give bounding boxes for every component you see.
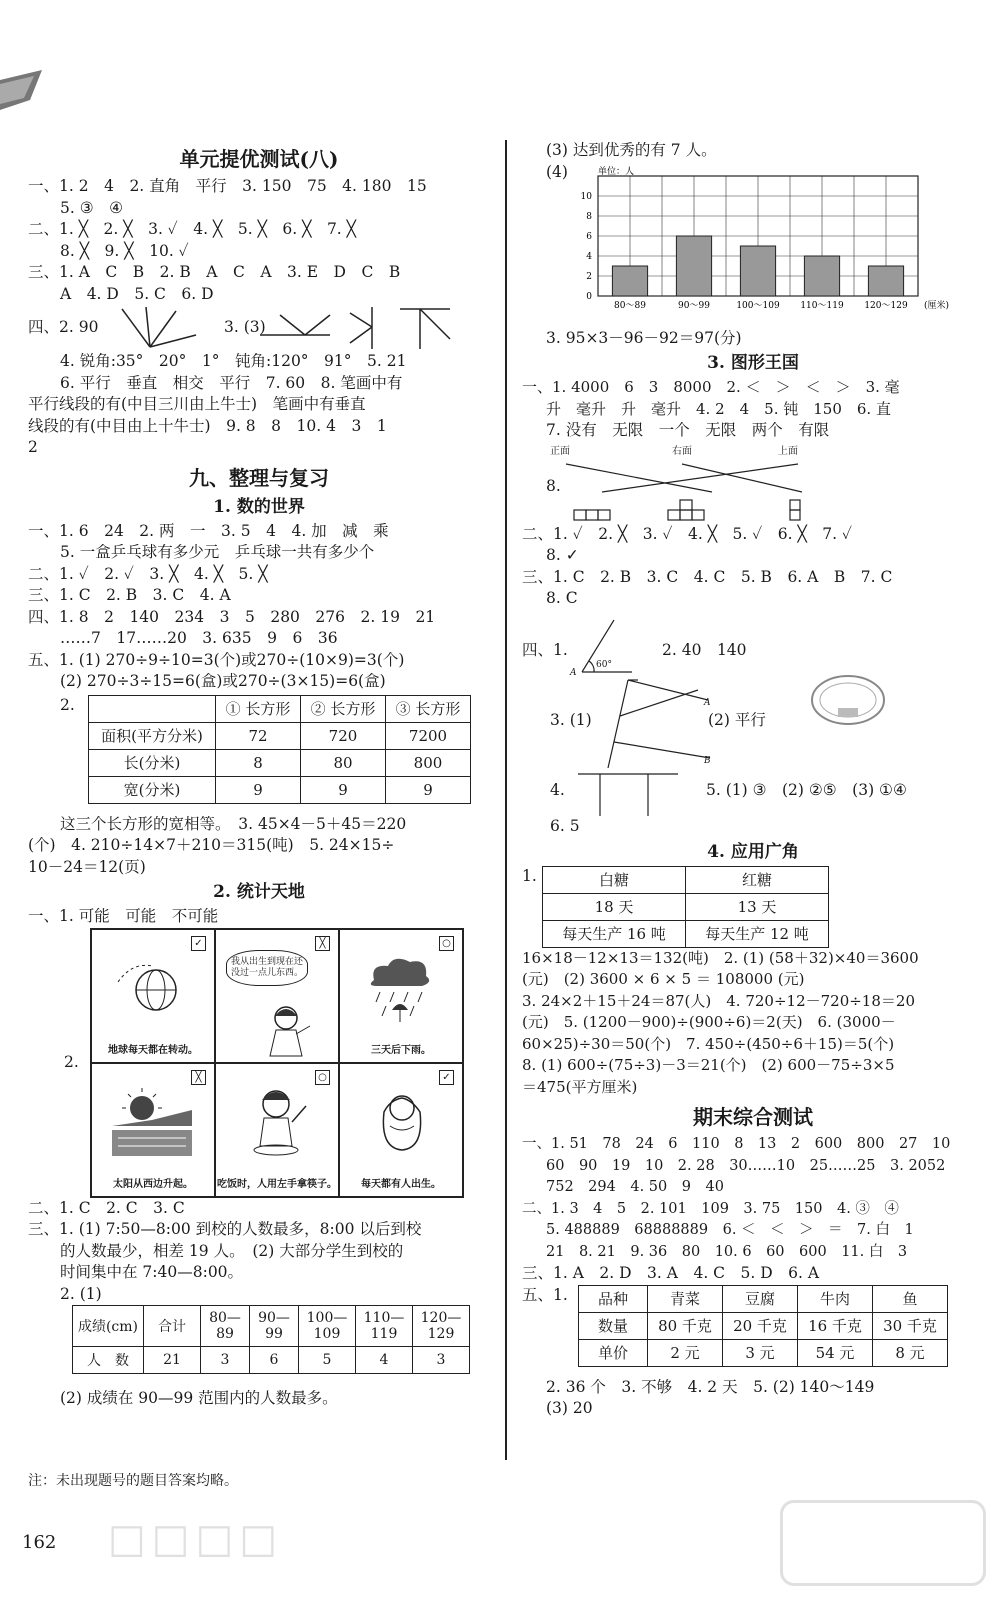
x-axis-label: (厘米) (924, 300, 950, 311)
stamp-seal (808, 672, 888, 728)
table-cell: 单价 (579, 1339, 648, 1366)
answer-line: 2. (1) (60, 1284, 102, 1303)
table-cell: 8 元 (873, 1339, 948, 1366)
answer-line: 5. (1) ③ (2) ②⑤ (3) ①④ (706, 780, 907, 799)
answer-line: 752 294 4. 50 9 40 (546, 1179, 724, 1195)
answer-line: 三、1. C 2. B 3. C 4. C 5. B 6. A B 7. C (522, 567, 893, 586)
girl-icon (258, 1004, 318, 1058)
answer-line: 三、1. A 2. D 3. A 4. C 5. D 6. A (522, 1264, 820, 1282)
footer-note: 注：未出现题号的题目答案均略。 (28, 1473, 238, 1489)
table-cell: 80 (301, 749, 386, 776)
unit8-title: 单元提优测试(八) (179, 147, 339, 171)
answer-line: 8. ✓ (546, 546, 579, 564)
x-tick-label: 120～129 (864, 300, 908, 311)
point-label: A (704, 697, 711, 708)
table-header: ② 长方形 (301, 695, 386, 722)
views-matching-figure (562, 456, 822, 524)
answer-line: 这三个长方形的宽相等。 3. 45×4－5＋45＝220 (60, 814, 407, 833)
y-tick-label: 4 (586, 251, 592, 262)
table-cell: 8 (216, 749, 301, 776)
table-cell: 7200 (386, 722, 471, 749)
chart-bar (804, 256, 839, 296)
question-number: 五、1. (522, 1285, 568, 1304)
answer-line: 60×25)÷30＝50(个) 7. 450÷(450÷6＋15)＝5(个) (522, 1034, 895, 1053)
answer-line: 一、1. 4000 6 3 8000 2. ＜ ＞ ＜ ＞ 3. 毫 (522, 378, 900, 396)
column-divider (505, 140, 507, 1460)
perpendicular-figure (578, 768, 688, 818)
right-column (522, 140, 984, 1420)
answer-line: ＝475(平方厘米) (522, 1077, 638, 1096)
answer-line: 5. ③ ④ (60, 198, 124, 217)
table-header (89, 695, 216, 722)
answer-line: (2) 270÷3÷15=6(盒)或270÷(3×15)=6(盒) (60, 672, 386, 690)
answer-line: ……7 17……20 3. 635 9 6 36 (60, 629, 338, 647)
question-number: 2. (60, 695, 75, 714)
y-tick-label: 0 (586, 291, 592, 302)
answer-line: 三、1. A C B 2. B A C A 3. E D C B (28, 263, 401, 281)
view-label: 右面 (672, 445, 692, 457)
chapter9-title: 九、整理与复习 (189, 465, 329, 490)
x-tick-label: 100～109 (736, 300, 780, 311)
picture-sunrise (91, 1063, 215, 1197)
point-label: A (570, 667, 577, 678)
table-cell: 3 元 (723, 1339, 798, 1366)
question-number: 四、1. (522, 640, 568, 659)
table-cell: 800 (386, 749, 471, 776)
answer-line: 2. 40 140 (662, 640, 747, 659)
picture-caption: 三天后下雨。 (371, 1044, 431, 1056)
table-header: 白糖 (543, 866, 686, 893)
answer-line: 四、2. 90 (28, 318, 99, 336)
table-header: ③ 长方形 (386, 695, 471, 722)
table-cell: 品种 (579, 1285, 648, 1312)
watermark: □□□□ (108, 1516, 284, 1562)
answer-line: 2 (28, 438, 38, 456)
table-header: 成绩(cm) (73, 1306, 144, 1347)
table-cell: 72 (216, 722, 301, 749)
answer-line: 8. ╳ 9. ╳ 10. ✓ (60, 241, 189, 260)
point-label: B (704, 755, 711, 766)
answer-line: (3) 达到优秀的有 7 人。 (546, 141, 717, 159)
table-cell: 18 天 (543, 893, 686, 920)
area-table (88, 695, 471, 804)
x-tick-label: 90～99 (678, 300, 710, 311)
table-cell: 数量 (579, 1312, 648, 1339)
table-cell: 长(分米) (89, 749, 216, 776)
answer-mark: ╳ (191, 1070, 206, 1085)
answer-line: 一、1. 2 4 2. 直角 平行 3. 150 75 4. 180 15 (28, 177, 427, 195)
chart-bar (676, 236, 711, 296)
picture-caption: 每天都有人出生。 (361, 1178, 441, 1190)
sun-icon (112, 1086, 192, 1158)
answer-line: 3. (1) (550, 710, 592, 729)
table-header: 100—109 (299, 1306, 356, 1347)
table-cell: 21 (144, 1347, 201, 1374)
corner-decoration (0, 70, 42, 110)
answer-line: 4. 锐角:35° 20° 1° 钝角:120° 91° 5. 21 (60, 352, 407, 370)
table-cell: 30 千克 (873, 1312, 948, 1339)
answer-line: A 4. D 5. C 6. D (60, 284, 214, 303)
answer-line: (3) 20 (546, 1399, 593, 1417)
table-cell: 3 (413, 1347, 470, 1374)
section3-title: 3. 图形王国 (707, 353, 799, 373)
bar-chart (558, 166, 978, 326)
angle-figure (576, 616, 636, 680)
answer-line: 16×18－12×13＝132(吨) 2. (1) (58＋32)×40＝3600 (522, 948, 919, 967)
answer-line: 升 毫升 升 毫升 4. 2 4 5. 钝 150 6. 直 (546, 399, 891, 418)
x-tick-label: 110～119 (800, 300, 844, 311)
picture-earth (91, 929, 215, 1063)
answer-line: 的人数最少，相差 19 人。 (2) 大部分学生到校的 (60, 1241, 404, 1260)
table-cell: 54 元 (798, 1339, 873, 1366)
answer-line: 8. (1) 600÷(75÷3)－3＝21(个) (2) 600－75÷3×5 (522, 1056, 895, 1074)
chart-unit-label: 单位：人 (598, 166, 635, 177)
answer-line: 6. 5 (550, 816, 580, 835)
answer-line: (2) 成绩在 90—99 范围内的人数最多。 (60, 1389, 338, 1407)
answer-line: (元) 5. (1200－900)÷(900÷6)＝2(天) 6. (3000－ (522, 1013, 896, 1031)
answer-line: 5. 一盒乒乓球有多少元 乒乓球一共有多少个 (60, 543, 375, 561)
section2-title: 2. 统计天地 (213, 882, 305, 902)
answer-line: 8. C (546, 589, 578, 607)
answer-line: 60 90 19 10 2. 28 30……10 25……25 3. 2052 (546, 1157, 946, 1174)
y-tick-label: 6 (586, 231, 592, 242)
chart-bar (740, 246, 775, 296)
answer-line: 二、1. C 2. C 3. C (28, 1198, 185, 1217)
answer-line: 3. 95×3－96－92＝97(分) (546, 328, 742, 347)
table-header: 80—89 (201, 1306, 250, 1347)
answer-line: 10－24＝12(页) (28, 857, 146, 876)
score-table (72, 1305, 470, 1374)
table-cell: 6 (250, 1347, 299, 1374)
bar-chart-block (522, 162, 984, 328)
table-cell: 9 (386, 776, 471, 803)
answer-line: 3. 24×2＋15＋24＝87(人) 4. 720÷12－720÷18＝20 (522, 991, 915, 1010)
chart-bar (612, 266, 647, 296)
question-number: 2. (64, 1052, 79, 1071)
section4-title: 4. 应用广角 (707, 841, 799, 862)
y-tick-label: 8 (586, 211, 592, 222)
table-cell: 9 (216, 776, 301, 803)
table-cell: 13 天 (686, 893, 829, 920)
left-column (28, 140, 490, 1410)
y-tick-label: 2 (586, 271, 592, 282)
answer-line: 4. (550, 780, 565, 799)
views-figure-block (522, 442, 984, 524)
answer-line: (元) (2) 3600 × 6 × 5 ＝ 108000 (元) (522, 970, 805, 988)
table-cell: 宽(分米) (89, 776, 216, 803)
question-number: 8. (546, 476, 561, 495)
rain-cloud-icon (360, 952, 440, 1024)
picture-speech (215, 929, 339, 1063)
table-cell: 牛肉 (798, 1285, 873, 1312)
answer-mark: ✓ (439, 1070, 454, 1085)
table-cell: 20 千克 (723, 1312, 798, 1339)
answer-line: (2) 平行 (708, 710, 766, 729)
chart-bar (868, 266, 903, 296)
table-cell: 2 元 (648, 1339, 723, 1366)
picture-baby (339, 1063, 463, 1197)
answer-line: 三、1. (1) 7:50—8:00 到校的人数最多，8:00 以后到校 (28, 1220, 422, 1238)
table-cell: 5 (299, 1347, 356, 1374)
answer-line: 平行线段的有(中目三川由上牛士) 笔画中有垂直 (28, 395, 366, 413)
price-table (578, 1285, 948, 1367)
pictures-block (28, 928, 490, 1198)
table-cell: 每天生产 16 吨 (543, 920, 686, 947)
answer-line: 二、1. 3 4 5 2. 101 109 3. 75 150 4. ③ ④ (522, 1200, 899, 1217)
answer-line: 线段的有(中目由上十牛士) 9. 8 8 10. 4 3 1 (28, 416, 387, 435)
answer-mark: ○ (315, 1070, 330, 1085)
table-cell: 4 (356, 1347, 413, 1374)
table-cell: 面积(平方分米) (89, 722, 216, 749)
table-cell: 16 千克 (798, 1312, 873, 1339)
child-eating-icon (236, 1086, 316, 1158)
watermark-logo (780, 1500, 986, 1586)
table-header: ① 长方形 (216, 695, 301, 722)
picture-rain (339, 929, 463, 1063)
answer-line: 二、1. ╳ 2. ╳ 3. ✓ 4. ╳ 5. ╳ 6. ╳ 7. ╳ (28, 220, 356, 238)
table-cell: 80 千克 (648, 1312, 723, 1339)
answer-mark: ╳ (315, 936, 330, 951)
picture-caption: 吃饭时，人用左手拿筷子。 (217, 1178, 337, 1190)
sugar-table (542, 866, 829, 948)
answer-line: 二、1. ✓ 2. ╳ 3. ✓ 4. ╳ 5. ✓ 6. ╳ 7. ✓ (522, 524, 852, 543)
answer-line: 2. 36 个 3. 不够 4. 2 天 5. (2) 140～149 (546, 1377, 875, 1396)
sugar-table-block (522, 866, 984, 948)
table-cell: 每天生产 12 吨 (686, 920, 829, 947)
table-cell: 鱼 (873, 1285, 948, 1312)
answer-line: 三、1. C 2. B 3. C 4. A (28, 586, 231, 604)
question-number: 1. (522, 866, 537, 885)
table-cell: 9 (301, 776, 386, 803)
rays-figure (116, 305, 206, 351)
answer-line: (个) 4. 210÷14×7＋210＝315(吨) 5. 24×15÷ (28, 836, 395, 854)
table-cell: 豆腐 (723, 1285, 798, 1312)
geometry-block (522, 610, 984, 838)
price-table-block (522, 1285, 984, 1367)
picture-caption: 太阳从西边升起。 (113, 1178, 193, 1190)
answer-line: 一、1. 6 24 2. 两 一 3. 5 4 4. 加 减 乘 (28, 521, 389, 540)
question-number: (4) (546, 162, 568, 181)
table-header: 合计 (144, 1306, 201, 1347)
table-header: 红糖 (686, 866, 829, 893)
section1-title: 1. 数的世界 (213, 496, 305, 517)
y-tick-label: 10 (580, 191, 592, 202)
final-test-title: 期末综合测试 (693, 1105, 813, 1129)
picture-caption: 地球每天都在转动。 (108, 1044, 198, 1056)
answer-line: 一、1. 可能 可能 不可能 (28, 907, 219, 925)
answer-line: 21 8. 21 9. 36 80 10. 6 60 600 11. 白 3 (546, 1243, 908, 1260)
answer-line: 五、1. (1) 270÷9÷10=3(个)或270÷(10×9)=3(个) (28, 650, 405, 669)
table-cell: 3 (201, 1347, 250, 1374)
answer-line: 7. 没有 无限 一个 无限 两个 有限 (546, 421, 830, 439)
lines-figure (260, 305, 480, 351)
globe-icon (112, 952, 192, 1024)
view-label: 上面 (778, 445, 798, 457)
baby-icon (360, 1086, 440, 1158)
answer-line: 四、1. 8 2 140 234 3 5 280 276 2. 19 21 (28, 607, 436, 626)
area-table-block (28, 695, 490, 804)
answer-line: 6. 平行 垂直 相交 平行 7. 60 8. 笔画中有 (60, 373, 403, 392)
x-tick-label: 80～89 (614, 300, 646, 311)
table-cell: 720 (301, 722, 386, 749)
table-row-label: 人 数 (73, 1347, 144, 1374)
answer-line: 一、1. 51 78 24 6 110 8 13 2 600 800 27 10 (522, 1136, 951, 1152)
angle-label: 60° (596, 659, 612, 670)
probability-pictures (90, 928, 464, 1198)
answer-line: 时间集中在 7:40—8:00。 (60, 1263, 244, 1281)
picture-chopsticks (215, 1063, 339, 1197)
answer-line: 二、1. ✓ 2. ✓ 3. ╳ 4. ╳ 5. ╳ (28, 564, 268, 583)
answer-mark: ○ (439, 936, 454, 951)
table-header: 120—129 (413, 1306, 470, 1347)
table-header: 110—119 (356, 1306, 413, 1347)
table-cell: 青菜 (648, 1285, 723, 1312)
table-header: 90—99 (250, 1306, 299, 1347)
angle-figures-row (28, 305, 490, 351)
speech-bubble: 我从出生到现在还没过一点儿东西。 (226, 950, 308, 986)
answer-line: 3. (3) (224, 318, 266, 336)
view-label: 正面 (550, 445, 570, 457)
answer-mark: ✓ (191, 936, 206, 951)
page-number: 162 (22, 1532, 57, 1553)
answer-line: 5. 488889 68888889 6. ＜ ＜ ＞ ＝ 7. 白 1 (546, 1222, 914, 1238)
